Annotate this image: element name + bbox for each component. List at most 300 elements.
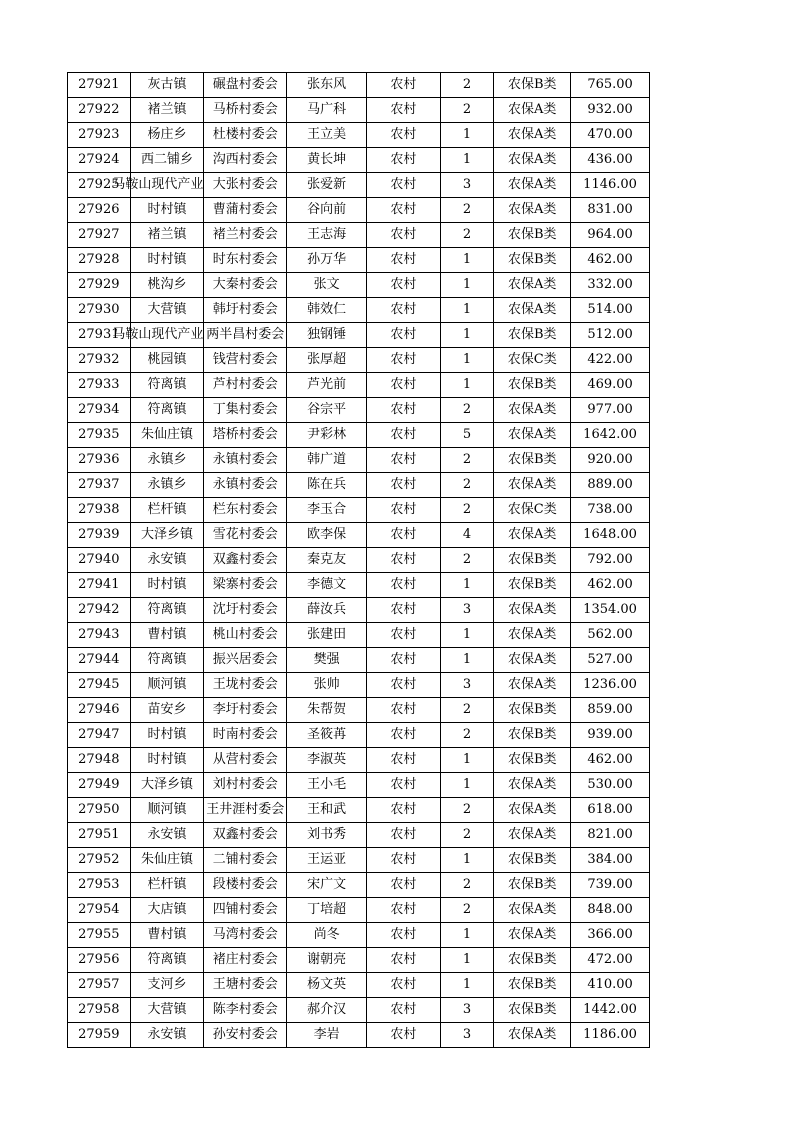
table-row xyxy=(68,148,650,173)
member-count-cell: 1 xyxy=(440,948,494,973)
person-name-cell: 尚冬 xyxy=(287,923,367,948)
person-name-cell: 李德文 xyxy=(287,573,367,598)
table-row xyxy=(68,873,650,898)
village-committee-cell: 双鑫村委会 xyxy=(204,548,287,573)
village-committee-cell: 王塘村委会 xyxy=(204,973,287,998)
town-cell: 支河乡 xyxy=(130,973,204,998)
town-cell: 大泽乡镇 xyxy=(130,773,204,798)
person-name-cell: 张东风 xyxy=(287,73,367,98)
person-name-cell: 圣筱苒 xyxy=(287,723,367,748)
village-committee-cell: 时东村委会 xyxy=(204,248,287,273)
village-committee-cell: 双鑫村委会 xyxy=(204,823,287,848)
insurance-category-cell: 农保A类 xyxy=(494,773,571,798)
record-id-cell: 27932 xyxy=(68,348,131,373)
household-type-cell: 农村 xyxy=(367,723,441,748)
amount-cell: 1648.00 xyxy=(571,523,650,548)
amount-cell: 765.00 xyxy=(571,73,650,98)
person-name-cell: 张爱新 xyxy=(287,173,367,198)
village-committee-cell: 二铺村委会 xyxy=(204,848,287,873)
village-committee-cell: 时南村委会 xyxy=(204,723,287,748)
table-row xyxy=(68,623,650,648)
household-type-cell: 农村 xyxy=(367,448,441,473)
record-id-cell: 27951 xyxy=(68,823,131,848)
member-count-cell: 1 xyxy=(440,123,494,148)
town-cell: 符离镇 xyxy=(130,398,204,423)
household-type-cell: 农村 xyxy=(367,648,441,673)
person-name-cell: 独钢锤 xyxy=(287,323,367,348)
member-count-cell: 2 xyxy=(440,448,494,473)
town-cell: 时村镇 xyxy=(130,748,204,773)
record-id-cell: 27923 xyxy=(68,123,131,148)
amount-cell: 977.00 xyxy=(571,398,650,423)
insurance-category-cell: 农保B类 xyxy=(494,973,571,998)
village-committee-cell: 丁集村委会 xyxy=(204,398,287,423)
household-type-cell: 农村 xyxy=(367,573,441,598)
town-cell: 褚兰镇 xyxy=(130,98,204,123)
record-id-cell: 27934 xyxy=(68,398,131,423)
insurance-category-cell: 农保A类 xyxy=(494,923,571,948)
table-row xyxy=(68,648,650,673)
record-id-cell: 27936 xyxy=(68,448,131,473)
village-committee-cell: 孙安村委会 xyxy=(204,1023,287,1048)
table-row xyxy=(68,798,650,823)
member-count-cell: 3 xyxy=(440,998,494,1023)
table-row xyxy=(68,548,650,573)
record-id-cell: 27931 xyxy=(68,323,131,348)
person-name-cell: 王立美 xyxy=(287,123,367,148)
insurance-category-cell: 农保B类 xyxy=(494,373,571,398)
amount-cell: 472.00 xyxy=(571,948,650,973)
record-id-cell: 27944 xyxy=(68,648,131,673)
household-type-cell: 农村 xyxy=(367,823,441,848)
amount-cell: 1354.00 xyxy=(571,598,650,623)
person-name-cell: 李淑英 xyxy=(287,748,367,773)
insurance-category-cell: 农保B类 xyxy=(494,748,571,773)
table-row xyxy=(68,373,650,398)
amount-cell: 384.00 xyxy=(571,848,650,873)
record-id-cell: 27945 xyxy=(68,673,131,698)
insurance-category-cell: 农保B类 xyxy=(494,698,571,723)
person-name-cell: 宋广文 xyxy=(287,873,367,898)
amount-cell: 618.00 xyxy=(571,798,650,823)
record-id-cell: 27941 xyxy=(68,573,131,598)
village-committee-cell: 梁寨村委会 xyxy=(204,573,287,598)
town-cell: 栏杆镇 xyxy=(130,498,204,523)
village-committee-cell: 两半昌村委会 xyxy=(204,323,287,348)
member-count-cell: 1 xyxy=(440,323,494,348)
insurance-category-cell: 农保A类 xyxy=(494,148,571,173)
beneficiary-table xyxy=(67,72,650,1048)
amount-cell: 1186.00 xyxy=(571,1023,650,1048)
town-cell: 大泽乡镇 xyxy=(130,523,204,548)
amount-cell: 831.00 xyxy=(571,198,650,223)
amount-cell: 470.00 xyxy=(571,123,650,148)
town-cell: 时村镇 xyxy=(130,198,204,223)
amount-cell: 1642.00 xyxy=(571,423,650,448)
household-type-cell: 农村 xyxy=(367,898,441,923)
town-cell: 大营镇 xyxy=(130,298,204,323)
table-row xyxy=(68,398,650,423)
table-row xyxy=(68,348,650,373)
town-cell: 时村镇 xyxy=(130,248,204,273)
village-committee-cell: 四铺村委会 xyxy=(204,898,287,923)
household-type-cell: 农村 xyxy=(367,398,441,423)
household-type-cell: 农村 xyxy=(367,798,441,823)
household-type-cell: 农村 xyxy=(367,548,441,573)
table-row xyxy=(68,523,650,548)
town-cell: 西二铺乡 xyxy=(130,148,204,173)
household-type-cell: 农村 xyxy=(367,773,441,798)
amount-cell: 889.00 xyxy=(571,473,650,498)
amount-cell: 1146.00 xyxy=(571,173,650,198)
record-id-cell: 27925 xyxy=(68,173,131,198)
amount-cell: 792.00 xyxy=(571,548,650,573)
record-id-cell: 27921 xyxy=(68,73,131,98)
person-name-cell: 尹彩林 xyxy=(287,423,367,448)
member-count-cell: 1 xyxy=(440,848,494,873)
person-name-cell: 王志海 xyxy=(287,223,367,248)
amount-cell: 422.00 xyxy=(571,348,650,373)
member-count-cell: 2 xyxy=(440,198,494,223)
record-id-cell: 27952 xyxy=(68,848,131,873)
person-name-cell: 杨文英 xyxy=(287,973,367,998)
member-count-cell: 2 xyxy=(440,898,494,923)
table-row xyxy=(68,698,650,723)
town-cell: 桃沟乡 xyxy=(130,273,204,298)
member-count-cell: 2 xyxy=(440,548,494,573)
amount-cell: 462.00 xyxy=(571,248,650,273)
person-name-cell: 樊强 xyxy=(287,648,367,673)
town-cell: 朱仙庄镇 xyxy=(130,848,204,873)
member-count-cell: 2 xyxy=(440,698,494,723)
table-row xyxy=(68,298,650,323)
table-row xyxy=(68,173,650,198)
table-row xyxy=(68,823,650,848)
insurance-category-cell: 农保A类 xyxy=(494,648,571,673)
table-row xyxy=(68,748,650,773)
town-cell: 灰古镇 xyxy=(130,73,204,98)
member-count-cell: 3 xyxy=(440,173,494,198)
amount-cell: 527.00 xyxy=(571,648,650,673)
village-committee-cell: 大秦村委会 xyxy=(204,273,287,298)
member-count-cell: 2 xyxy=(440,498,494,523)
table-row xyxy=(68,198,650,223)
table-row xyxy=(68,273,650,298)
village-committee-cell: 段楼村委会 xyxy=(204,873,287,898)
record-id-cell: 27938 xyxy=(68,498,131,523)
table-row xyxy=(68,723,650,748)
table-body xyxy=(68,73,650,1048)
member-count-cell: 4 xyxy=(440,523,494,548)
amount-cell: 920.00 xyxy=(571,448,650,473)
insurance-category-cell: 农保B类 xyxy=(494,998,571,1023)
member-count-cell: 2 xyxy=(440,98,494,123)
record-id-cell: 27950 xyxy=(68,798,131,823)
town-cell: 栏杆镇 xyxy=(130,873,204,898)
household-type-cell: 农村 xyxy=(367,948,441,973)
member-count-cell: 1 xyxy=(440,148,494,173)
record-id-cell: 27939 xyxy=(68,523,131,548)
person-name-cell: 孙万华 xyxy=(287,248,367,273)
household-type-cell: 农村 xyxy=(367,223,441,248)
table-row xyxy=(68,1023,650,1048)
person-name-cell: 张帅 xyxy=(287,673,367,698)
village-committee-cell: 永镇村委会 xyxy=(204,448,287,473)
member-count-cell: 2 xyxy=(440,873,494,898)
amount-cell: 436.00 xyxy=(571,148,650,173)
person-name-cell: 芦光前 xyxy=(287,373,367,398)
amount-cell: 462.00 xyxy=(571,748,650,773)
record-id-cell: 27928 xyxy=(68,248,131,273)
town-cell: 曹村镇 xyxy=(130,623,204,648)
record-id-cell: 27929 xyxy=(68,273,131,298)
insurance-category-cell: 农保C类 xyxy=(494,498,571,523)
insurance-category-cell: 农保B类 xyxy=(494,548,571,573)
table-row xyxy=(68,323,650,348)
household-type-cell: 农村 xyxy=(367,848,441,873)
town-cell: 顺河镇 xyxy=(130,673,204,698)
record-id-cell: 27959 xyxy=(68,1023,131,1048)
village-committee-cell: 沈圩村委会 xyxy=(204,598,287,623)
amount-cell: 939.00 xyxy=(571,723,650,748)
insurance-category-cell: 农保B类 xyxy=(494,448,571,473)
town-cell: 符离镇 xyxy=(130,648,204,673)
household-type-cell: 农村 xyxy=(367,248,441,273)
amount-cell: 562.00 xyxy=(571,623,650,648)
household-type-cell: 农村 xyxy=(367,698,441,723)
amount-cell: 1442.00 xyxy=(571,998,650,1023)
table-row xyxy=(68,223,650,248)
insurance-category-cell: 农保B类 xyxy=(494,248,571,273)
village-committee-cell: 马桥村委会 xyxy=(204,98,287,123)
town-cell: 朱仙庄镇 xyxy=(130,423,204,448)
town-cell: 曹村镇 xyxy=(130,923,204,948)
insurance-category-cell: 农保A类 xyxy=(494,173,571,198)
village-committee-cell: 塔桥村委会 xyxy=(204,423,287,448)
town-cell: 苗安乡 xyxy=(130,698,204,723)
insurance-category-cell: 农保A类 xyxy=(494,473,571,498)
member-count-cell: 1 xyxy=(440,973,494,998)
insurance-category-cell: 农保A类 xyxy=(494,423,571,448)
member-count-cell: 1 xyxy=(440,348,494,373)
person-name-cell: 黄长坤 xyxy=(287,148,367,173)
village-committee-cell: 王垅村委会 xyxy=(204,673,287,698)
member-count-cell: 1 xyxy=(440,623,494,648)
record-id-cell: 27948 xyxy=(68,748,131,773)
insurance-category-cell: 农保A类 xyxy=(494,623,571,648)
member-count-cell: 2 xyxy=(440,73,494,98)
village-committee-cell: 陈李村委会 xyxy=(204,998,287,1023)
person-name-cell: 刘书秀 xyxy=(287,823,367,848)
insurance-category-cell: 农保B类 xyxy=(494,573,571,598)
member-count-cell: 1 xyxy=(440,923,494,948)
town-cell: 马鞍山现代产业 xyxy=(130,323,204,348)
person-name-cell: 郝介汉 xyxy=(287,998,367,1023)
household-type-cell: 农村 xyxy=(367,473,441,498)
table-row xyxy=(68,673,650,698)
member-count-cell: 3 xyxy=(440,598,494,623)
amount-cell: 821.00 xyxy=(571,823,650,848)
table-row xyxy=(68,473,650,498)
amount-cell: 462.00 xyxy=(571,573,650,598)
person-name-cell: 丁培超 xyxy=(287,898,367,923)
village-committee-cell: 雪花村委会 xyxy=(204,523,287,548)
table-row xyxy=(68,248,650,273)
record-id-cell: 27926 xyxy=(68,198,131,223)
member-count-cell: 3 xyxy=(440,673,494,698)
household-type-cell: 农村 xyxy=(367,73,441,98)
village-committee-cell: 曹蒲村委会 xyxy=(204,198,287,223)
insurance-category-cell: 农保B类 xyxy=(494,948,571,973)
member-count-cell: 1 xyxy=(440,648,494,673)
insurance-category-cell: 农保A类 xyxy=(494,523,571,548)
town-cell: 大营镇 xyxy=(130,998,204,1023)
village-committee-cell: 钱营村委会 xyxy=(204,348,287,373)
household-type-cell: 农村 xyxy=(367,998,441,1023)
amount-cell: 739.00 xyxy=(571,873,650,898)
amount-cell: 332.00 xyxy=(571,273,650,298)
table-row xyxy=(68,573,650,598)
amount-cell: 366.00 xyxy=(571,923,650,948)
insurance-category-cell: 农保A类 xyxy=(494,798,571,823)
household-type-cell: 农村 xyxy=(367,273,441,298)
household-type-cell: 农村 xyxy=(367,148,441,173)
person-name-cell: 谷向前 xyxy=(287,198,367,223)
amount-cell: 848.00 xyxy=(571,898,650,923)
town-cell: 时村镇 xyxy=(130,573,204,598)
insurance-category-cell: 农保B类 xyxy=(494,723,571,748)
table-row xyxy=(68,998,650,1023)
person-name-cell: 王小毛 xyxy=(287,773,367,798)
record-id-cell: 27943 xyxy=(68,623,131,648)
household-type-cell: 农村 xyxy=(367,973,441,998)
record-id-cell: 27933 xyxy=(68,373,131,398)
town-cell: 永镇乡 xyxy=(130,448,204,473)
record-id-cell: 27955 xyxy=(68,923,131,948)
member-count-cell: 3 xyxy=(440,1023,494,1048)
amount-cell: 859.00 xyxy=(571,698,650,723)
table-row xyxy=(68,973,650,998)
table-row xyxy=(68,598,650,623)
table-row xyxy=(68,423,650,448)
person-name-cell: 马广科 xyxy=(287,98,367,123)
member-count-cell: 2 xyxy=(440,473,494,498)
insurance-category-cell: 农保A类 xyxy=(494,98,571,123)
household-type-cell: 农村 xyxy=(367,923,441,948)
record-id-cell: 27922 xyxy=(68,98,131,123)
member-count-cell: 1 xyxy=(440,373,494,398)
household-type-cell: 农村 xyxy=(367,298,441,323)
town-cell: 褚兰镇 xyxy=(130,223,204,248)
household-type-cell: 农村 xyxy=(367,123,441,148)
record-id-cell: 27953 xyxy=(68,873,131,898)
insurance-category-cell: 农保A类 xyxy=(494,598,571,623)
person-name-cell: 张厚超 xyxy=(287,348,367,373)
table-row xyxy=(68,948,650,973)
amount-cell: 530.00 xyxy=(571,773,650,798)
member-count-cell: 2 xyxy=(440,398,494,423)
table-row xyxy=(68,123,650,148)
person-name-cell: 谢朝亮 xyxy=(287,948,367,973)
household-type-cell: 农村 xyxy=(367,423,441,448)
record-id-cell: 27957 xyxy=(68,973,131,998)
insurance-category-cell: 农保A类 xyxy=(494,198,571,223)
village-committee-cell: 王井涯村委会 xyxy=(204,798,287,823)
member-count-cell: 1 xyxy=(440,773,494,798)
household-type-cell: 农村 xyxy=(367,323,441,348)
person-name-cell: 韩广道 xyxy=(287,448,367,473)
household-type-cell: 农村 xyxy=(367,1023,441,1048)
village-committee-cell: 马湾村委会 xyxy=(204,923,287,948)
household-type-cell: 农村 xyxy=(367,173,441,198)
member-count-cell: 1 xyxy=(440,748,494,773)
town-cell: 永安镇 xyxy=(130,823,204,848)
record-id-cell: 27930 xyxy=(68,298,131,323)
village-committee-cell: 大张村委会 xyxy=(204,173,287,198)
member-count-cell: 1 xyxy=(440,573,494,598)
insurance-category-cell: 农保A类 xyxy=(494,298,571,323)
person-name-cell: 王和武 xyxy=(287,798,367,823)
member-count-cell: 1 xyxy=(440,248,494,273)
town-cell: 永镇乡 xyxy=(130,473,204,498)
town-cell: 永安镇 xyxy=(130,548,204,573)
household-type-cell: 农村 xyxy=(367,98,441,123)
member-count-cell: 2 xyxy=(440,823,494,848)
table-row xyxy=(68,773,650,798)
town-cell: 杨庄乡 xyxy=(130,123,204,148)
amount-cell: 512.00 xyxy=(571,323,650,348)
person-name-cell: 韩效仁 xyxy=(287,298,367,323)
member-count-cell: 1 xyxy=(440,298,494,323)
member-count-cell: 2 xyxy=(440,723,494,748)
insurance-category-cell: 农保A类 xyxy=(494,273,571,298)
record-id-cell: 27940 xyxy=(68,548,131,573)
town-cell: 永安镇 xyxy=(130,1023,204,1048)
village-committee-cell: 碾盘村委会 xyxy=(204,73,287,98)
member-count-cell: 2 xyxy=(440,798,494,823)
village-committee-cell: 李圩村委会 xyxy=(204,698,287,723)
village-committee-cell: 褚兰村委会 xyxy=(204,223,287,248)
table-row xyxy=(68,923,650,948)
insurance-category-cell: 农保A类 xyxy=(494,123,571,148)
village-committee-cell: 韩圩村委会 xyxy=(204,298,287,323)
household-type-cell: 农村 xyxy=(367,873,441,898)
record-id-cell: 27946 xyxy=(68,698,131,723)
village-committee-cell: 从营村委会 xyxy=(204,748,287,773)
amount-cell: 410.00 xyxy=(571,973,650,998)
amount-cell: 469.00 xyxy=(571,373,650,398)
member-count-cell: 1 xyxy=(440,273,494,298)
record-id-cell: 27942 xyxy=(68,598,131,623)
village-committee-cell: 沟西村委会 xyxy=(204,148,287,173)
household-type-cell: 农村 xyxy=(367,623,441,648)
record-id-cell: 27949 xyxy=(68,773,131,798)
household-type-cell: 农村 xyxy=(367,373,441,398)
insurance-category-cell: 农保B类 xyxy=(494,873,571,898)
record-id-cell: 27937 xyxy=(68,473,131,498)
insurance-category-cell: 农保A类 xyxy=(494,673,571,698)
person-name-cell: 李玉合 xyxy=(287,498,367,523)
insurance-category-cell: 农保B类 xyxy=(494,848,571,873)
person-name-cell: 谷宗平 xyxy=(287,398,367,423)
amount-cell: 1236.00 xyxy=(571,673,650,698)
insurance-category-cell: 农保C类 xyxy=(494,348,571,373)
table-row xyxy=(68,848,650,873)
insurance-category-cell: 农保B类 xyxy=(494,73,571,98)
village-committee-cell: 褚庄村委会 xyxy=(204,948,287,973)
person-name-cell: 欧李保 xyxy=(287,523,367,548)
village-committee-cell: 刘村村委会 xyxy=(204,773,287,798)
